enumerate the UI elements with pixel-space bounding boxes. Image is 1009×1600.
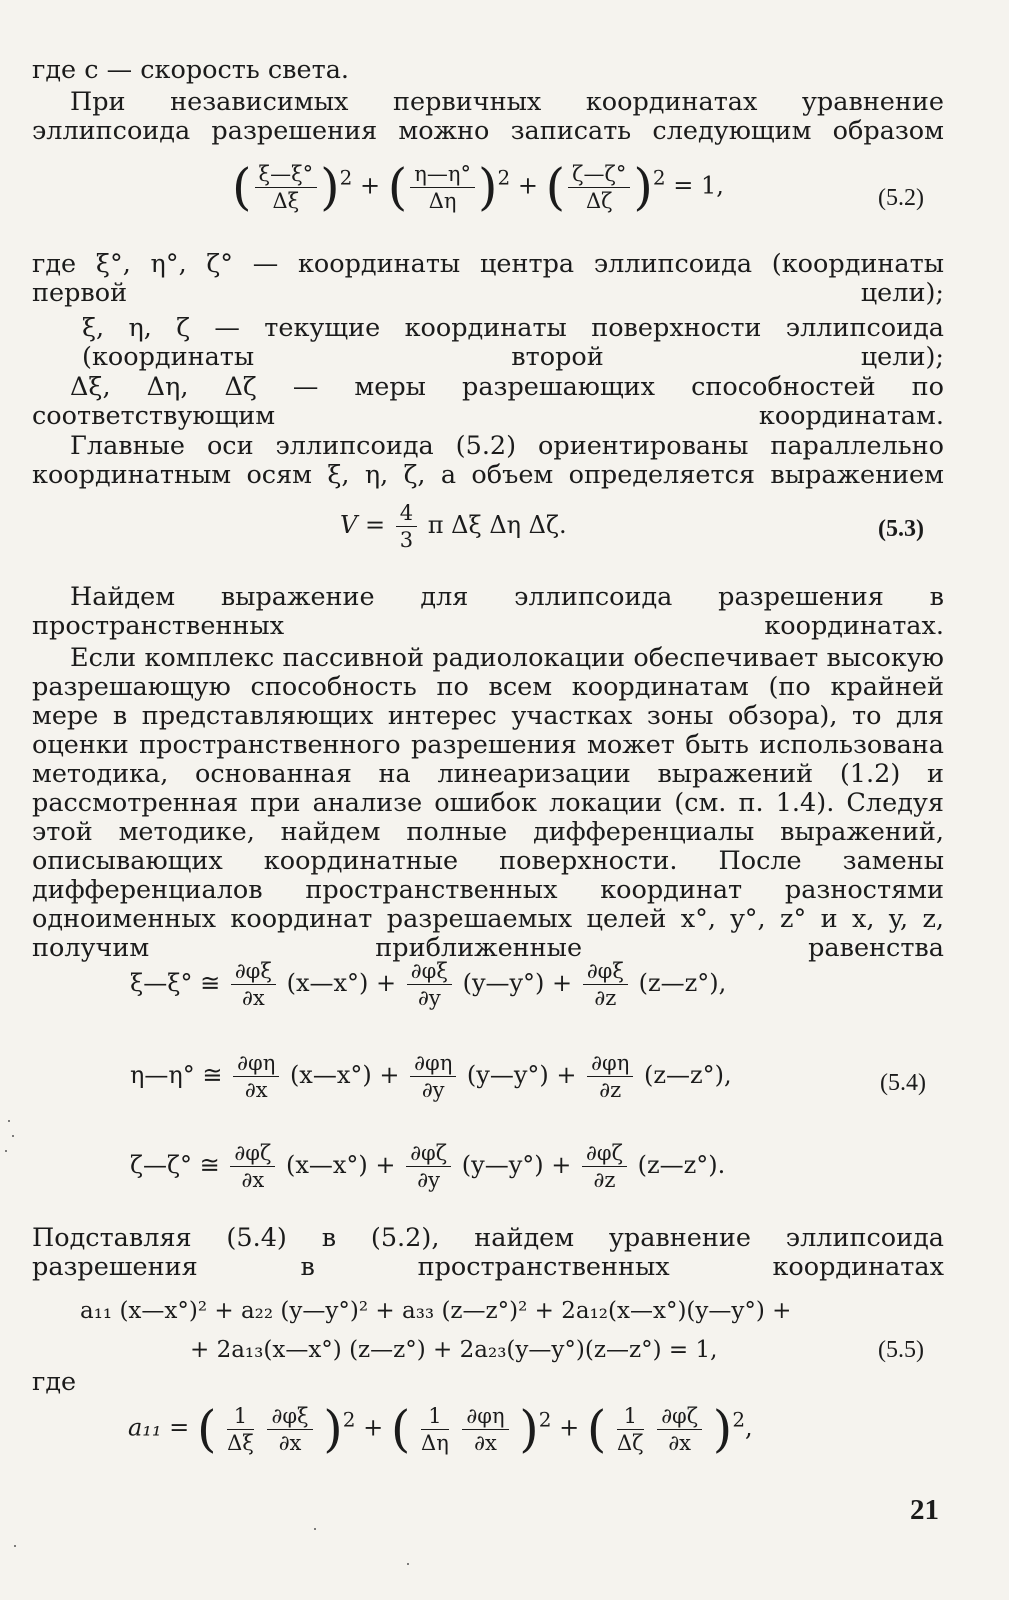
text-where: где — [32, 1367, 77, 1397]
page-number: 21 — [910, 1494, 939, 1526]
eq54-r2-n3: ∂φη — [587, 1050, 633, 1077]
a11-num-1: ∂φξ — [267, 1403, 312, 1430]
equation-5-5-line2: + 2a₁₃(x—x°) (z—z°) + 2a₂₃(y—y°)(z—z°) = 1, — [190, 1337, 718, 1363]
paragraph-main-axes: Главные оси эллипсоида (5.2) ориентированы параллельно координатным осям ξ, η, ζ, а объем определяется выражением — [32, 431, 944, 490]
eq54-r3-n2: ∂φζ — [406, 1140, 451, 1167]
eq52-frac3-num: ζ—ζ° — [568, 161, 630, 188]
equation-label-5-2: (5.2) — [878, 185, 924, 211]
eq54-r1-dx: ∂x — [242, 986, 265, 1010]
eq52-frac2-num: η—η° — [410, 161, 475, 188]
a11-one-2: 1 — [421, 1403, 449, 1430]
equation-5-4-row1 — [130, 958, 726, 1011]
scan-speckle — [407, 1563, 409, 1565]
eq53-num: 4 — [396, 500, 417, 527]
eq54-r3-dz: ∂z — [593, 1168, 616, 1192]
a11-dx-2: ∂x — [474, 1430, 497, 1455]
a11-dx-1: ∂x — [278, 1430, 302, 1455]
a11-dx-3: ∂x — [668, 1430, 692, 1455]
equation-label-5-4: (5.4) — [880, 1070, 926, 1096]
equation-5-3 — [340, 500, 567, 553]
a11-one-1: 1 — [227, 1403, 254, 1430]
equation-5-2: ( $\frac{\xi—\xi^\circ}{\Delta\xi}$ )$^2$ + ( $\frac{\eta—\eta^\circ}{\Delta\eta}$ )$^2$ + ( $\frac{\zeta—\zeta^\circ}{\Delta\zeta}$ )$^2$ = 1, — [232, 158, 724, 216]
paragraph-passive-radar: Если комплекс пассивной радиолокации обеспечивает высокую разрешающую способность по всем координатам (по крайней мере в представляющих интерес участках зоны обзора), то для оценки пространственного разрешения может быть использована методика, основанная на линеаризации выражений (1.2) и рассмотренная при анализе ошибок локации (см. п. 1.4). Следуя этой методике, найдем полные дифференциалы выражений, описывающих координатные поверхности. После замены дифференциалов пространственных координат разностями одноименных координат разрешаемых целей x°, y°, z° и x, y, z, получим приближенные равенства — [32, 643, 944, 963]
equation-a11: a₁₁ = ( $\frac{1}{\Delta\xi}$ $\frac{\partial\varphi\xi}{\partial x}$ )$^2$ + ( $\frac{1}{\Delta\eta}$ $\frac{\partial\varphi\eta}{\partial x}$ )$^2$ + ( $\frac{1}{\Delta\zeta}$ $\frac{\partial\varphi\zeta}{\partial x}$ )$^2$, — [128, 1400, 753, 1458]
scan-speckle — [12, 1135, 14, 1137]
a11-den-1: Δξ — [227, 1430, 254, 1455]
eq52-rhs: = 1, — [673, 171, 724, 200]
eq54-r3-dy: ∂y — [417, 1168, 441, 1192]
eq54-r2-lhs: η—η° ≅ — [130, 1061, 223, 1089]
eq54-r2-n2: ∂φη — [410, 1050, 456, 1077]
eq54-r1-n3: ∂φξ — [583, 958, 628, 985]
eq52-frac1-num: ξ—ξ° — [255, 161, 318, 188]
paragraph-ellipsoid-intro: При независимых первичных координатах уравнение эллипсоида разрешения можно записать следующим образом — [32, 87, 944, 146]
eq54-r3-n1: ∂φζ — [230, 1140, 275, 1167]
a11-one-3: 1 — [617, 1403, 644, 1430]
eq54-r2-n1: ∂φη — [233, 1050, 279, 1077]
text-line-speed-of-light: где c — скорость света. — [32, 55, 350, 85]
eq53-rhs: π Δξ Δη Δζ. — [427, 511, 567, 539]
definition-resolution-measures: Δξ, Δη, Δζ — меры разрешающих способностей по соответствующим координатам. — [32, 372, 944, 431]
definition-centre-coords: где ξ°, η°, ζ° — координаты центра эллипсоида (координаты первой цели); — [32, 249, 944, 308]
eq54-r2-t2: (y—y°) + — [466, 1061, 577, 1089]
eq54-r2-dz: ∂z — [599, 1078, 622, 1102]
equation-label-5-5: (5.5) — [878, 1337, 924, 1363]
eq54-r3-t2: (y—y°) + — [461, 1151, 572, 1179]
equation-5-5-line1: a₁₁ (x—x°)² + a₂₂ (y—y°)² + a₃₃ (z—z°)² + 2a₁₂(x—x°)(y—y°) + — [80, 1298, 792, 1324]
scan-speckle — [314, 1528, 316, 1530]
eq54-r1-dz: ∂z — [594, 986, 617, 1010]
eq54-r1-t1: (x—x°) + — [286, 969, 397, 997]
paragraph-find-expression: Найдем выражение для эллипсоида разрешения в пространственных координатах. — [32, 582, 944, 641]
equation-5-4-row3 — [130, 1140, 725, 1193]
eq54-r1-t3: (z—z°), — [638, 969, 727, 997]
eq54-r1-t2: (y—y°) + — [462, 969, 573, 997]
eq52-frac3-den: Δζ — [585, 188, 613, 213]
a11-num-3: ∂φζ — [657, 1403, 702, 1430]
definition-current-coords: ξ, η, ζ — текущие координаты поверхности эллипсоида (координаты второй цели); — [82, 313, 944, 372]
eq54-r3-n3: ∂φζ — [582, 1140, 627, 1167]
scan-speckle — [14, 1545, 16, 1547]
scan-speckle — [8, 1120, 10, 1122]
equation-5-4-row2 — [130, 1050, 732, 1103]
eq54-r3-t1: (x—x°) + — [286, 1151, 396, 1179]
eq54-r1-dy: ∂y — [418, 986, 441, 1010]
a11-lhs: a₁₁ = — [128, 1413, 190, 1442]
a11-den-3: Δζ — [617, 1430, 644, 1455]
eq54-r2-t3: (z—z°), — [643, 1061, 732, 1089]
eq54-r3-dx: ∂x — [241, 1168, 265, 1192]
a11-num-2: ∂φη — [462, 1403, 508, 1430]
eq54-r2-dx: ∂x — [244, 1078, 268, 1102]
eq52-frac2-den: Δη — [428, 188, 457, 213]
eq54-r2-t1: (x—x°) + — [289, 1061, 400, 1089]
eq54-r1-lhs: ξ—ξ° ≅ — [130, 969, 221, 997]
eq54-r1-n2: ∂φξ — [407, 958, 452, 985]
eq54-r3-lhs: ζ—ζ° ≅ — [130, 1151, 220, 1179]
eq54-r1-n1: ∂φξ — [231, 958, 276, 985]
a11-den-2: Δη — [421, 1430, 449, 1455]
eq53-den: 3 — [399, 528, 414, 552]
eq52-frac1-den: Δξ — [272, 188, 300, 213]
equation-label-5-3: (5.3) — [878, 516, 924, 542]
eq54-r3-t3: (z—z°). — [637, 1151, 726, 1179]
eq54-r2-dy: ∂y — [421, 1078, 445, 1102]
a11-end: , — [745, 1413, 753, 1442]
scan-speckle — [5, 1150, 7, 1152]
eq53-lhs: V = — [340, 511, 386, 539]
paragraph-substituting: Подставляя (5.4) в (5.2), найдем уравнение эллипсоида разрешения в пространственных координатах — [32, 1223, 944, 1282]
